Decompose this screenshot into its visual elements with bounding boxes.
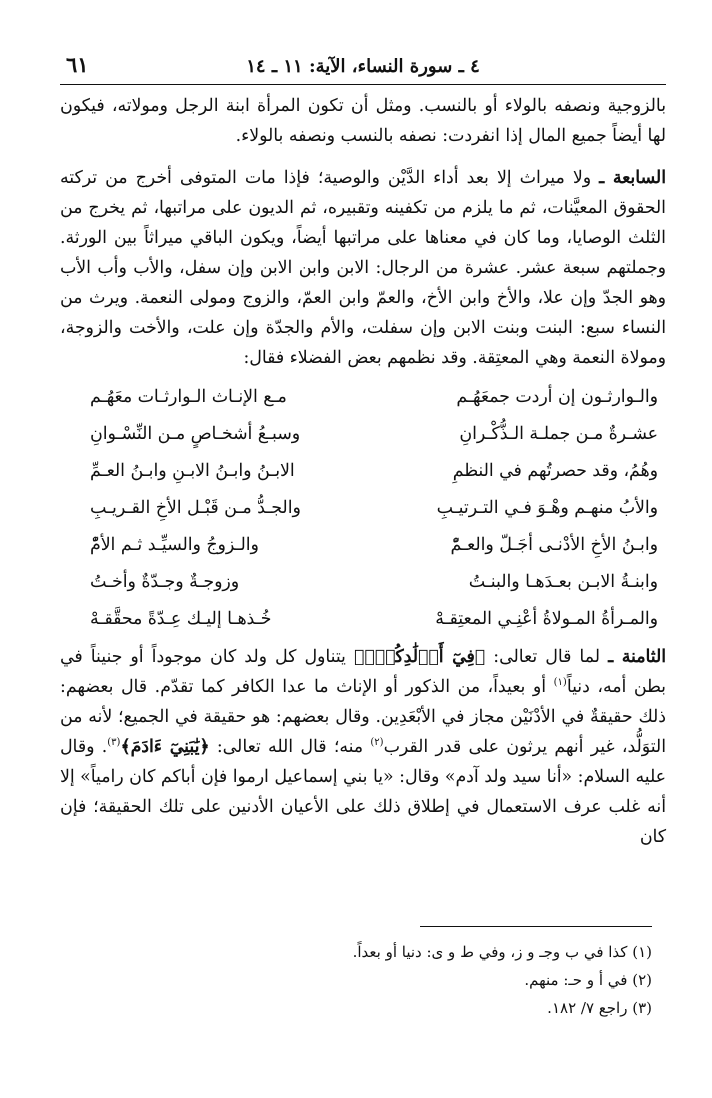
quran-quote: ﴿يَٰبَنِيٓ ءَادَمَ﴾ xyxy=(120,737,210,757)
page-number: ٦١ xyxy=(66,52,89,77)
footnote-3: (٣) راجع ٧/ ١٨٢. xyxy=(547,999,652,1017)
paragraph-1: بالزوجية ونصفه بالولاء أو بالنسب. ومثل أن تكون المرأة ابنة الرجل ومولاته، فيكون لها أيضاً جميع المال إذا انفردت: نصفه بالنسب ونصفه بالولاء. xyxy=(60,96,666,146)
footnote-ref-2[interactable]: (٢) xyxy=(370,737,384,749)
footnote-2: (٢) في أ و حـ: منهم. xyxy=(524,971,652,989)
verse-second-half: والجـدُّ مـن قَبْـل الأخِ القـريـبِ xyxy=(90,498,301,518)
poem-verse xyxy=(60,601,666,638)
verse-second-half: وزوجـةٌ وجـدّةٌ وأخـتُ xyxy=(90,572,240,592)
paragraph-2 xyxy=(60,163,666,373)
footnote-1: (١) كذا في ب وجـ و ز، وفي ط و ى: دنيا أو بعداً. xyxy=(352,943,652,961)
poem-verse xyxy=(60,453,666,490)
verse-first-half: والمـرأةُ المـولاةُ أعْنِـي المعتِقـهْ xyxy=(435,609,658,629)
verse-second-half: الابـنُ وابـنُ الابـنِ وابـنُ العـمِّ xyxy=(90,461,295,481)
quran-quote: ﴿فِيٓ أَوۡلَٰدِكُمۡۖ﴾ xyxy=(353,647,486,667)
verse-second-half: خُـذهـا إليـك عِـدّةً محقَّقـهْ xyxy=(90,609,272,629)
verse-first-half: وابنـةُ الابـن بعـدَهـا والبنـتُ xyxy=(468,572,658,592)
paragraph-2-text: ولا ميراث إلا بعد أداء الدَّيْن والوصية؛ فإذا مات المتوفى أخرج من تركته الحقوق المعيَّنات، ثم ما يلزم من تكفينه وتقبيره، ثم الديون على مراتبها، ثم يخرج من الثلث الوصايا، وما كان في معناها على مراتبها أيضاً، ويكون الباقي ميراثاً بين الورثة. وجملتهم سبعة عشر. عشرة من الرجال: الابن وابن الابن وإن سفل، والأب وأب الأب وهو الجدّ وإن علا، والأخ وابن الأخ، والعمّ وابن العمّ، والزوج ومولى النعمة. ويرث من النساء سبع: البنت وبنت الابن وإن سفلت، والأم والجدّة وإن علت، والأخت والزوجة، ومولاة النعمة وهي المعتِقة. وقد نظمهم بعض الفضلاء فقال: xyxy=(60,168,666,368)
verse-first-half: والـوارثـون إن أردت جمعَهُـم xyxy=(456,387,658,407)
verse-second-half: مـع الإنـاث الـوارثـات معَهُـم xyxy=(90,387,287,407)
paragraph-3 xyxy=(60,642,666,852)
poem-verse xyxy=(60,564,666,601)
paragraph-3-text: أو بعيداً، من الذكور أو الإناث ما عدا الكافر كما تقدّم. قال بعضهم: ذلك حقيقةٌ في الأدْنَيْن مجاز في الأبْعَدِين. وقال بعضهم: هو حقيقة في الجميع؛ لأنه من التوَلُّد، غير أنهم يرثون على قدر القرب xyxy=(60,677,666,757)
page-header xyxy=(60,42,666,85)
footnote-divider xyxy=(420,926,652,927)
poem xyxy=(60,379,666,638)
footnote-ref-1[interactable]: (١) xyxy=(553,677,567,689)
book-page xyxy=(60,42,666,852)
footnote-ref-3[interactable]: (٣) xyxy=(107,737,121,749)
poem-verse xyxy=(60,379,666,416)
poem-verse xyxy=(60,527,666,564)
poem-verse xyxy=(60,416,666,453)
paragraph-2-lead: السابعة ـ xyxy=(599,168,666,188)
poem-verse xyxy=(60,490,666,527)
paragraph-3-text: . وقال عليه السلام: «أنا سيد ولد آدم» وقال: «يا بني إسماعيل ارموا فإن أباكم كان رامياً» إلا أنه غلب عرف الاستعمال في إطلاق ذلك على الأعيان الأدنين على تلك الحقيقة؛ فإن كان xyxy=(60,737,666,847)
paragraph-3-text: يتناول كل ولد كان موجوداً أو جنيناً في بطن أمه، دنياً xyxy=(60,647,666,697)
footnotes xyxy=(52,938,652,1022)
paragraph-3-text: منه؛ قال الله تعالى: xyxy=(216,737,364,757)
verse-second-half: والـزوجُ والسيِّـد ثـم الأمّْ xyxy=(90,535,259,555)
verse-first-half: وهُمُ، وقد حصرتُهم في النظمِ xyxy=(452,461,658,481)
paragraph-3-lead: الثامنة ـ xyxy=(608,647,667,667)
paragraph-3-text: لما قال تعالى: xyxy=(493,647,600,667)
verse-first-half: والأبُ منهـم وهْـوَ فـي التـرتيـبِ xyxy=(436,498,658,518)
verse-second-half: وسبـعُ أشخـاصٍ مـن النِّسْـوانِ xyxy=(90,424,301,444)
verse-first-half: وابـنُ الأخِ الأدْنـى أجَـلّ والعـمّْ xyxy=(450,535,658,555)
verse-first-half: عشـرةٌ مـن جملـة الـذُّكْـرانِ xyxy=(459,424,658,444)
running-title: ٤ ـ سورة النساء، الآية: ١١ ـ ١٤ xyxy=(246,56,480,77)
